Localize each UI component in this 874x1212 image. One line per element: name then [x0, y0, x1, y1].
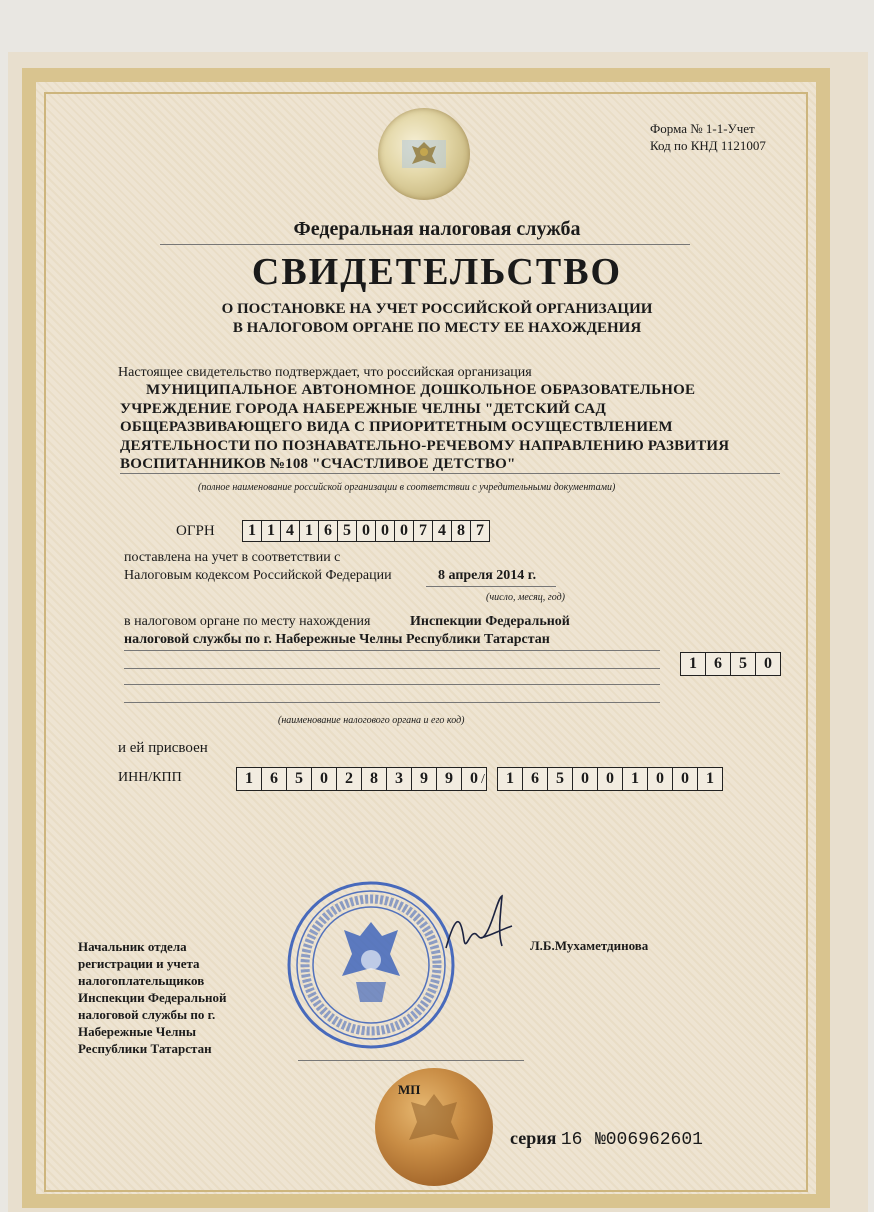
org-line-2: УЧРЕЖДЕНИЕ ГОРОДА НАБЕРЕЖНЫЕ ЧЕЛНЫ "ДЕТСКИЙ САД	[120, 400, 606, 417]
document-title: СВИДЕТЕЛЬСТВО	[251, 251, 623, 293]
digit-cell: 0	[673, 768, 698, 790]
position-line: налогоплательщиков	[78, 973, 205, 988]
date-caption: (число, месяц, год)	[486, 592, 565, 603]
digit-cell: 5	[287, 768, 312, 790]
signer-name: Л.Б.Мухаметдинова	[530, 938, 649, 953]
assigned-text: и ей присвоен	[118, 740, 208, 756]
digit-cell: 1	[237, 768, 262, 790]
digit-cell: 1	[498, 768, 523, 790]
position-line: налоговой службы по г.	[78, 1007, 216, 1022]
inn-kpp-separator: /	[481, 772, 485, 787]
org-line-1: МУНИЦИПАЛЬНОЕ АВТОНОМНОЕ ДОШКОЛЬНОЕ ОБРАЗОВАТЕЛЬНОЕ	[146, 382, 696, 398]
digit-cell: 3	[387, 768, 412, 790]
divider	[124, 702, 660, 703]
digit-cell: 7	[476, 522, 484, 539]
digit-cell: 8	[362, 768, 387, 790]
digit-cell: 1	[623, 768, 648, 790]
digit-cell: 0	[598, 768, 623, 790]
divider	[124, 668, 660, 669]
position-line: Набережные Челны	[78, 1024, 197, 1039]
divider	[124, 684, 660, 685]
form-number	[650, 120, 766, 154]
wax-seal-icon	[375, 1068, 493, 1186]
digit-cell: 1	[681, 653, 706, 675]
authority-line-1: Инспекции Федеральной	[410, 614, 570, 629]
digit-cell: 0	[573, 768, 598, 790]
signature-icon	[440, 890, 530, 960]
digit-cell: 0	[312, 768, 337, 790]
inn-boxes	[236, 767, 487, 791]
position-line: Республики Татарстан	[78, 1041, 212, 1056]
digit-cell: 9	[412, 768, 437, 790]
signature-line	[298, 1060, 524, 1061]
ogrn-boxes	[242, 520, 490, 542]
form-line-1: Форма № 1-1-Учет	[650, 121, 755, 136]
digit-cell: 6	[319, 521, 338, 541]
digit-cell: 0	[376, 521, 395, 541]
digit-cell: 4	[281, 521, 300, 541]
digit-cell: 1	[243, 521, 262, 541]
digit-cell: 5	[548, 768, 573, 790]
digit-cell: 5	[338, 521, 357, 541]
series-label: серия	[510, 1128, 557, 1148]
kpp-boxes	[497, 767, 723, 791]
authority-line-2: налоговой службы по г. Набережные Челны Республики Татарстан	[124, 632, 550, 647]
registered-line-1: поставлена на учет в соответствии с	[124, 550, 341, 565]
digit-cell: 0	[357, 521, 376, 541]
form-line-2: Код по КНД 1121007	[650, 138, 766, 153]
series-number	[510, 1128, 703, 1150]
document-subtitle	[0, 300, 874, 338]
position-line: регистрации и учета	[78, 956, 200, 971]
digit-cell: 6	[706, 653, 731, 675]
series-code: 16	[560, 1130, 583, 1150]
ogrn-label: ОГРН	[176, 523, 215, 539]
inn-kpp-label: ИНН/КПП	[118, 770, 182, 785]
digit-cell: 0	[395, 521, 414, 541]
org-caption: (полное наименование российской организации в соответствии с учредительными документами)	[198, 482, 616, 493]
digit-cell: 7	[414, 521, 433, 541]
digit-cell: 1	[706, 770, 714, 787]
position-line: Инспекции Федеральной	[78, 990, 227, 1005]
authority-caption: (наименование налогового органа и его код)	[278, 715, 465, 726]
org-line-3: ОБЩЕРАЗВИВАЮЩЕГО ВИДА С ПРИОРИТЕТНЫМ ОСУЩЕСТВЛЕНИЕМ	[120, 419, 673, 435]
digit-cell: 4	[433, 521, 452, 541]
digit-cell: 1	[262, 521, 281, 541]
stamp-place-label: МП	[398, 1082, 421, 1097]
divider	[160, 244, 690, 245]
digit-cell: 6	[262, 768, 287, 790]
divider	[120, 473, 780, 474]
registration-date: 8 апреля 2014 г.	[438, 568, 537, 583]
intro-text: Настоящее свидетельство подтверждает, что российская организация	[118, 365, 532, 380]
divider	[124, 650, 660, 651]
authority-code-boxes	[680, 652, 781, 676]
authority-prefix: в налоговом органе по месту нахождения	[124, 614, 371, 629]
digit-cell: 0	[764, 655, 772, 672]
signer-position	[78, 938, 226, 1057]
divider	[426, 586, 556, 587]
document-number: №006962601	[594, 1130, 703, 1150]
digit-cell: 6	[523, 768, 548, 790]
subtitle-line-1: О ПОСТАНОВКЕ НА УЧЕТ РОССИЙСКОЙ ОРГАНИЗАЦИИ	[221, 301, 653, 317]
organization-name	[120, 381, 780, 474]
official-seal-icon	[286, 880, 456, 1050]
issuing-service: Федеральная налоговая служба	[293, 218, 581, 240]
digit-cell: 5	[731, 653, 756, 675]
digit-cell: 0	[648, 768, 673, 790]
org-line-4: ДЕЯТЕЛЬНОСТИ ПО ПОЗНАВАТЕЛЬНО-РЕЧЕВОМУ НАПРАВЛЕНИЮ РАЗВИТИЯ	[120, 437, 730, 454]
position-line: Начальник отдела	[78, 939, 187, 954]
subtitle-line-2: В НАЛОГОВОМ ОРГАНЕ ПО МЕСТУ ЕЕ НАХОЖДЕНИЯ	[232, 320, 642, 336]
hologram-emblem-icon	[378, 108, 470, 200]
digit-cell: 2	[337, 768, 362, 790]
digit-cell: 8	[452, 521, 471, 541]
digit-cell: 0	[470, 770, 478, 787]
org-line-5: ВОСПИТАННИКОВ №108 "СЧАСТЛИВОЕ ДЕТСТВО"	[120, 456, 516, 472]
registered-line-2: Налоговым кодексом Российской Федерации	[124, 568, 392, 583]
digit-cell: 9	[437, 768, 462, 790]
digit-cell: 1	[300, 521, 319, 541]
